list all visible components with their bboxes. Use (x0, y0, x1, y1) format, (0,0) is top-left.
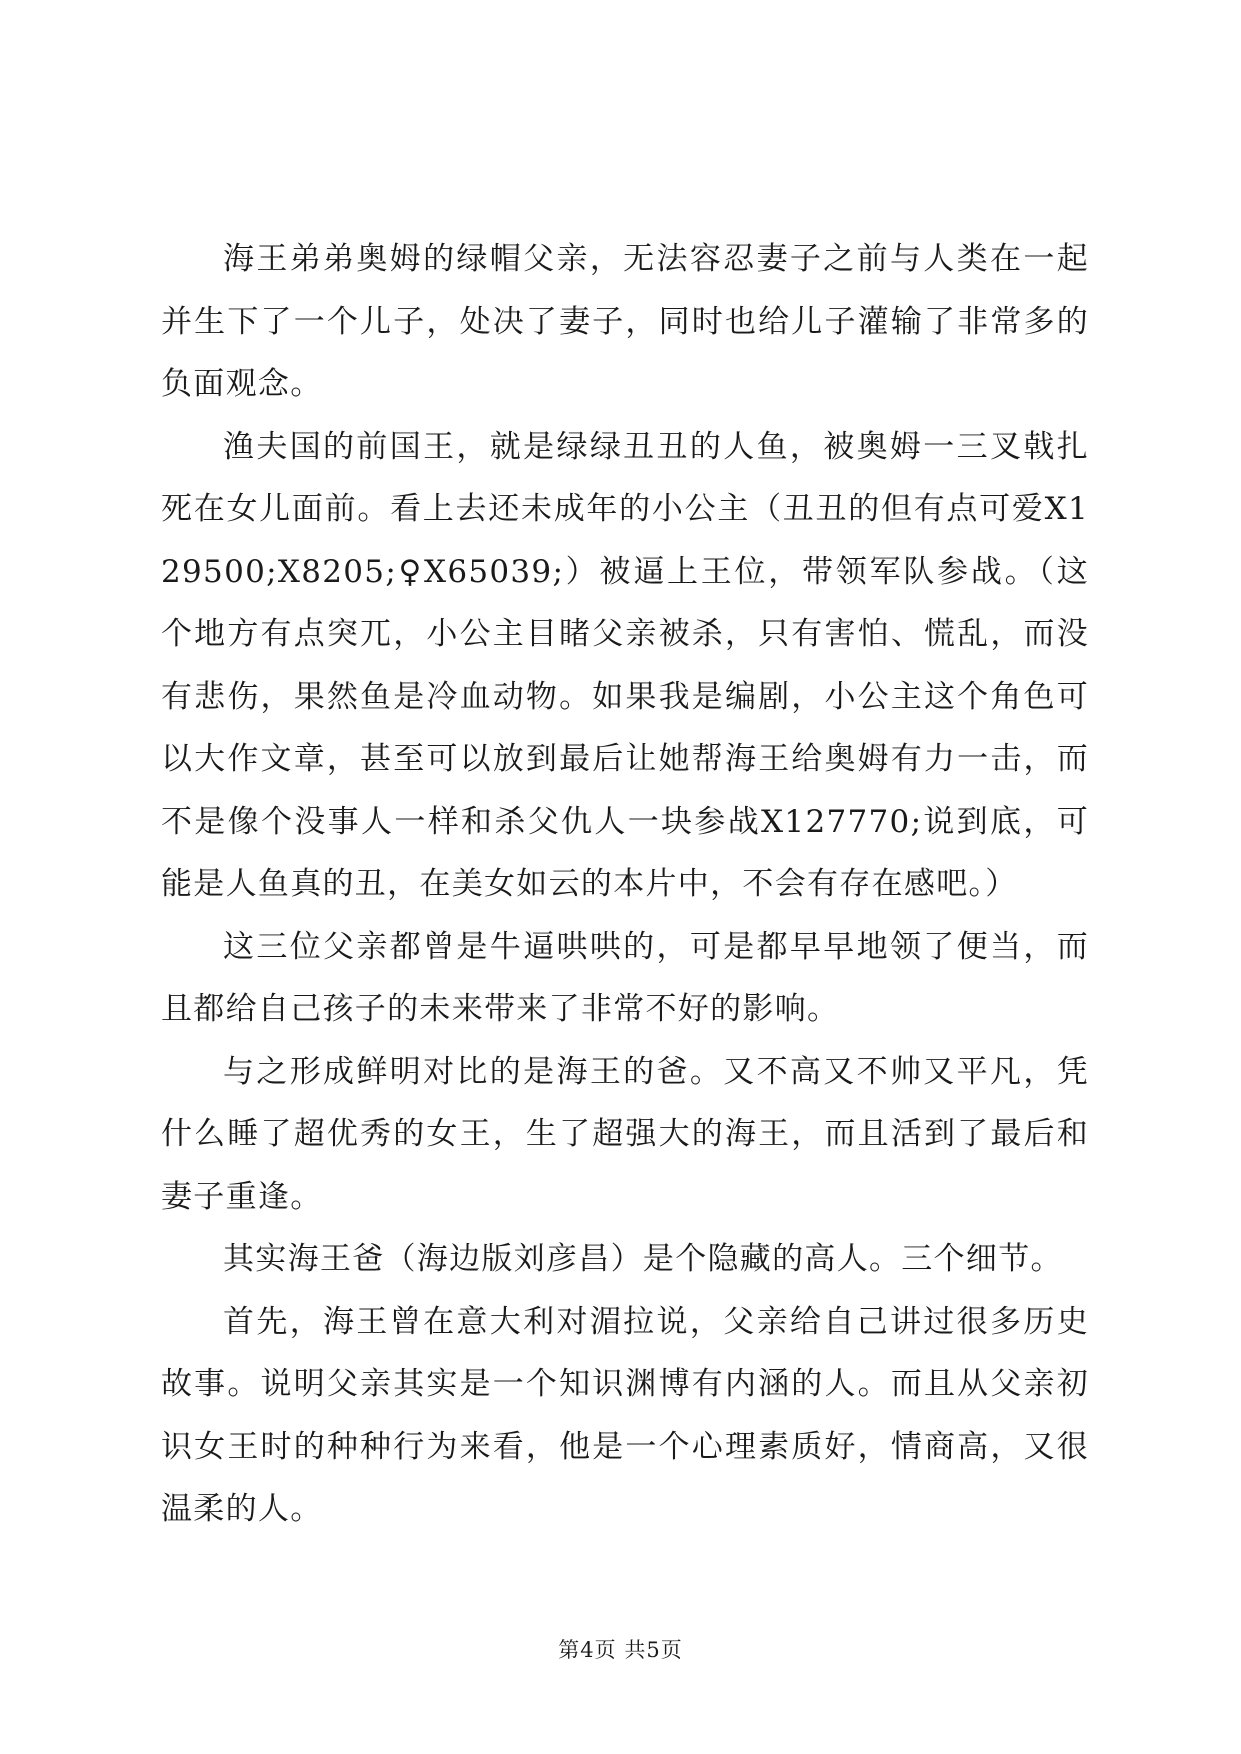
document-body (161, 228, 1089, 1541)
paragraph-3: 这三位父亲都曾是牛逼哄哄的，可是都早早地领了便当，而且都给自己孩子的未来带来了非常不好的影响。 (161, 928, 1089, 1027)
paragraph-4: 与之形成鲜明对比的是海王的爸。又不高又不帅又平凡，凭什么睡了超优秀的女王，生了超强大的海王，而且活到了最后和妻子重逢。 (161, 1053, 1089, 1215)
paragraph-6: 首先，海王曾在意大利对湄拉说，父亲给自己讲过很多历史故事。说明父亲其实是一个知识渊博有内涵的人。而且从父亲初识女王时的种种行为来看，他是一个心理素质好，情商高，又很温柔的人。 (161, 1303, 1089, 1527)
page-number-footer: 第4页 共5页 (558, 1638, 683, 1662)
paragraph-1: 海王弟弟奥姆的绿帽父亲，无法容忍妻子之前与人类在一起并生下了一个儿子，处决了妻子，同时也给儿子灌输了非常多的负面观念。 (161, 241, 1089, 402)
paragraph-2: 渔夫国的前国王，就是绿绿丑丑的人鱼，被奥姆一三叉戟扎死在女儿面前。看上去还未成年的小公主（丑丑的但有点可爱X129500;X8205;♀X65039;）被逼上王位，带领军队参战。（这个地方有点突兀，小公主目睹父亲被杀，只有害怕、慌乱，而没有悲伤，果然鱼是冷血动物。如果我是编剧，小公主这个角色可以大作文章，甚至可以放到最后让她帮海王给奥姆有力一击，而不是像个没事人一样和杀父仇人一块参战X127770;说到底，可能是人鱼真的丑，在美女如云的本片中，不会有存在感吧。） (161, 428, 1089, 902)
paragraph-5: 其实海王爸（海边版刘彦昌）是个隐藏的高人。三个细节。 (223, 1241, 1063, 1277)
